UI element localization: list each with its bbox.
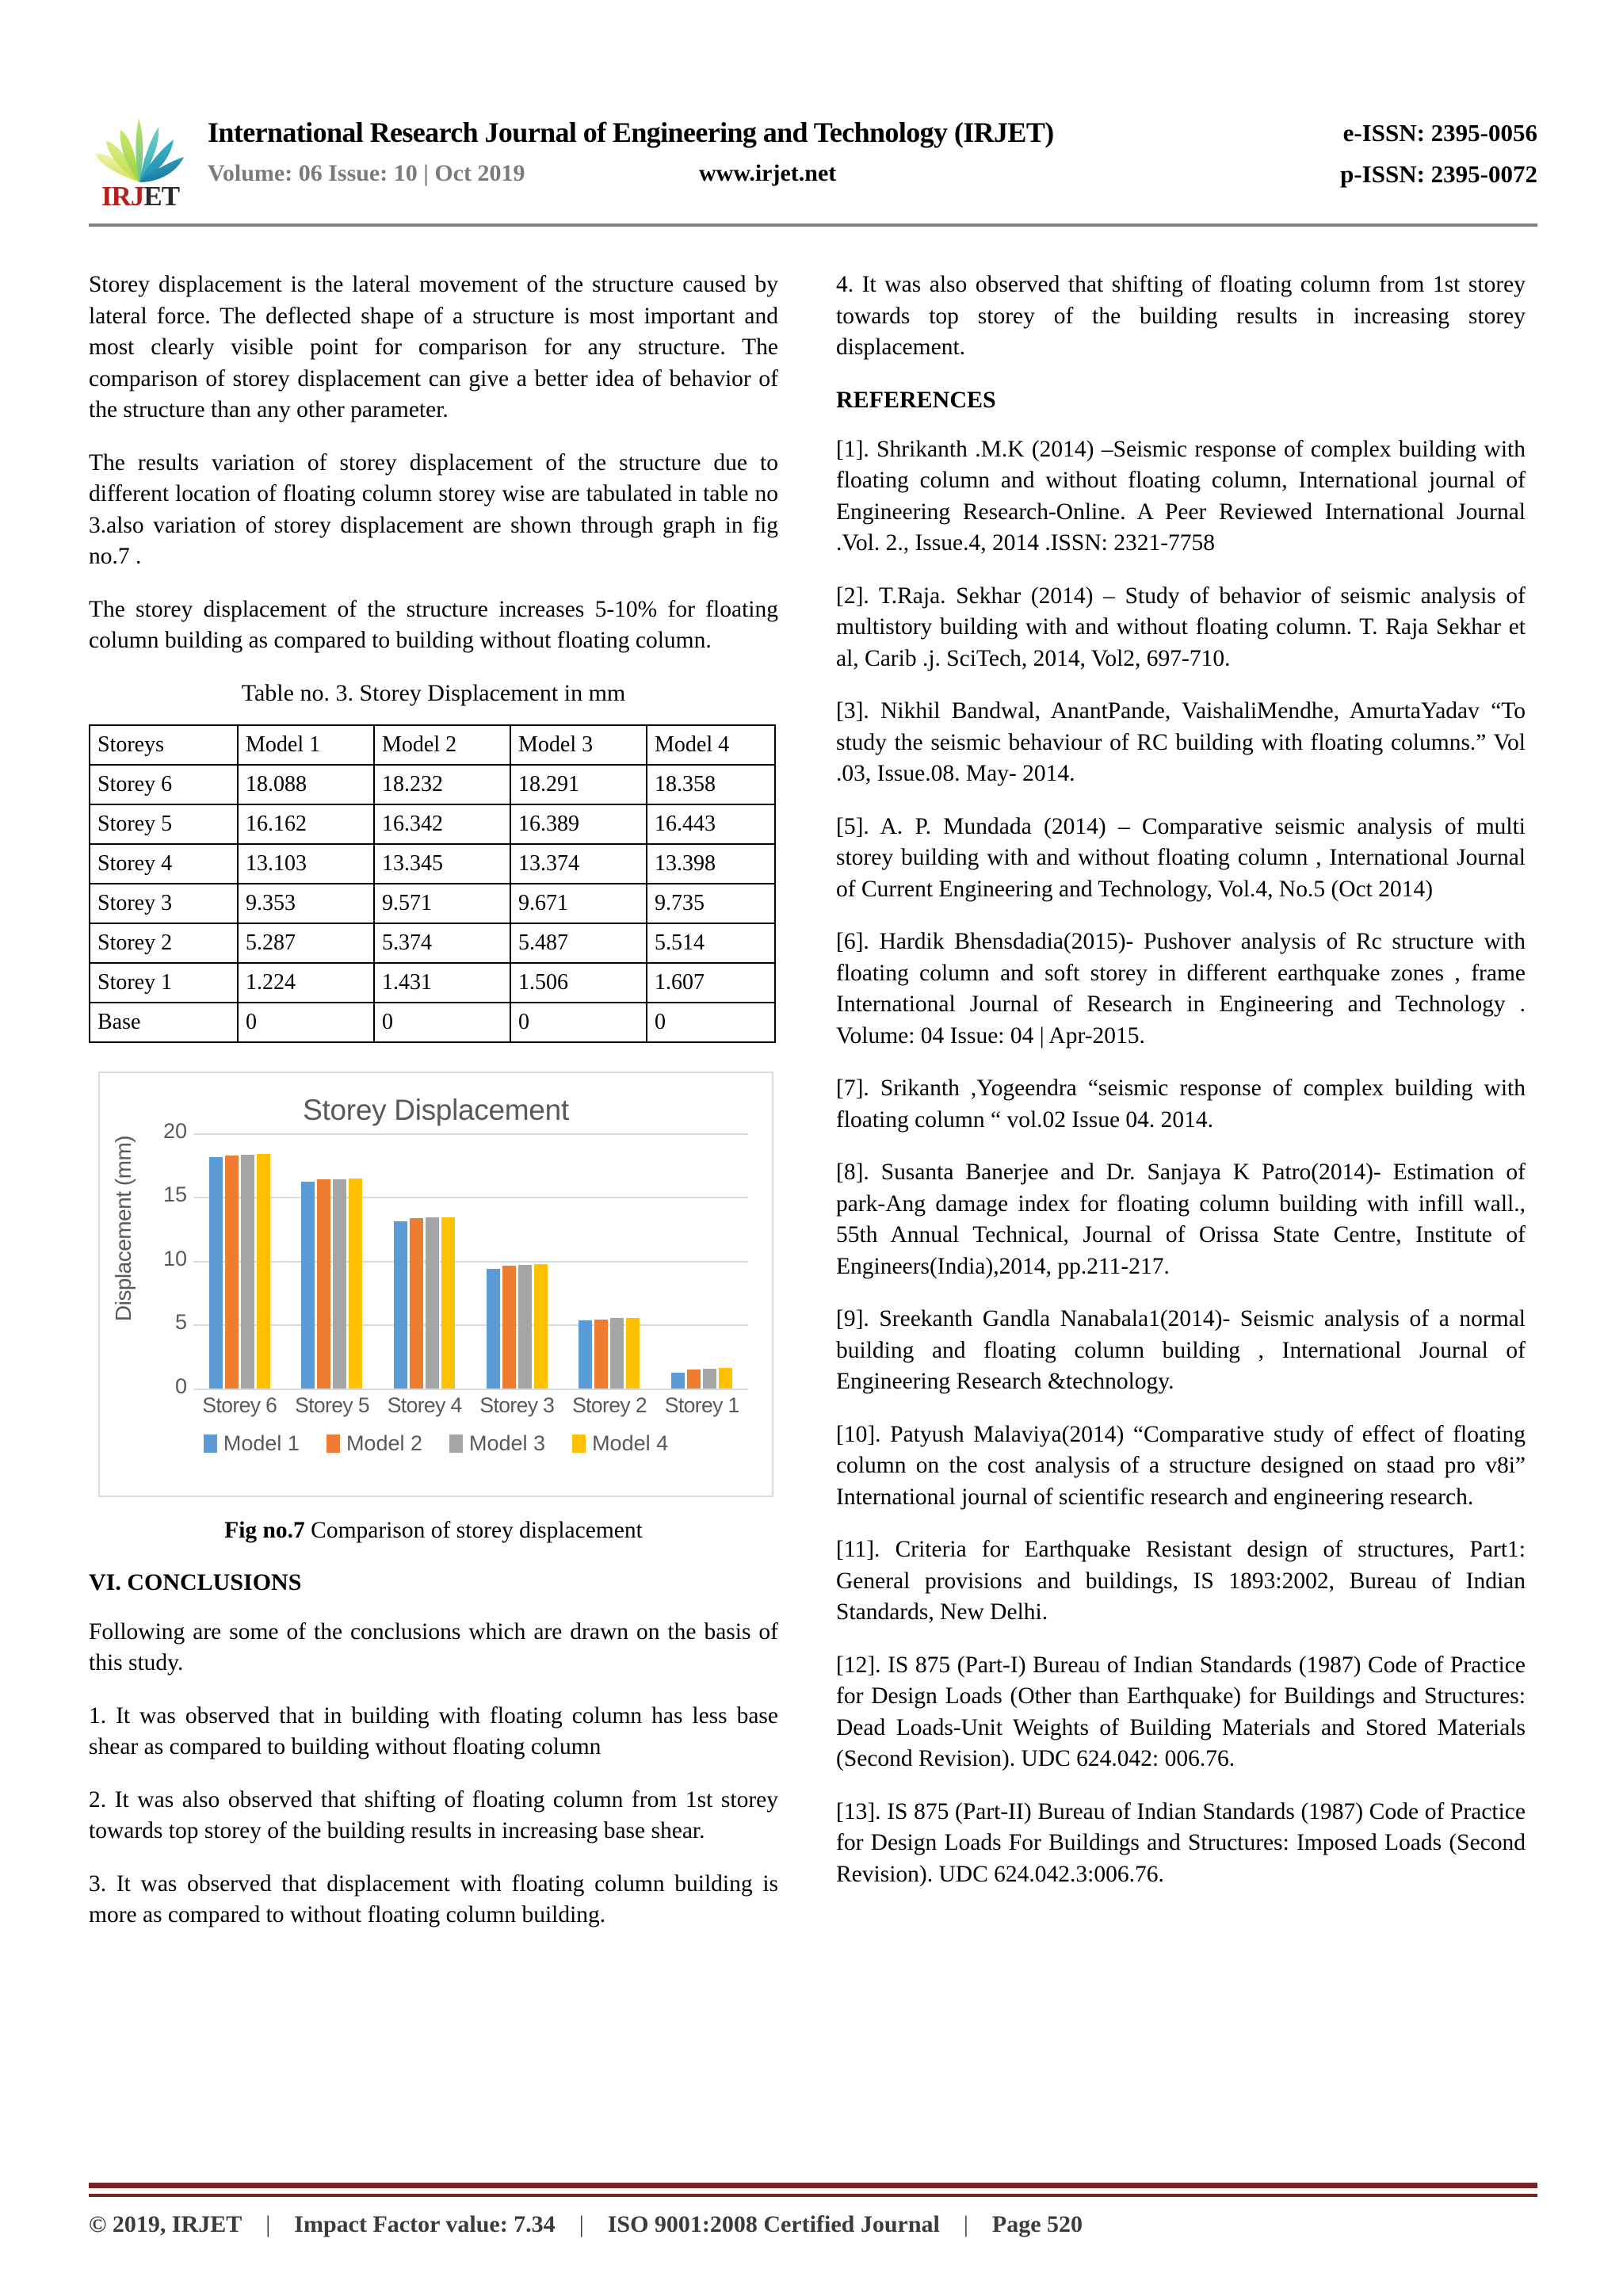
table-header-cell: Model 3 — [510, 725, 647, 765]
chart-legend-label: Model 2 — [346, 1431, 422, 1455]
palm-fan-icon — [94, 113, 185, 185]
reference-item: [8]. Susanta Banerjee and Dr. Sanjaya K Patro(2014)- Estimation of park-Ang damage index for floating column building with infill wall., 55th Annual Technical, Journal of Orissa State Centre, Institute of Engineers(India),2014, pp.211-217. — [836, 1159, 1526, 1279]
table-cell: 9.735 — [647, 884, 775, 923]
chart-x-tick-label: Storey 1 — [664, 1392, 739, 1417]
paragraph-displacement-increase: The storey displacement of the structure increases 5-10% for floating column building as compared to building without floating column. — [89, 596, 778, 653]
table-header-cell: Model 1 — [238, 725, 374, 765]
table-cell: 18.291 — [510, 765, 647, 804]
reference-item: [3]. Nikhil Bandwal, AnantPande, VaishaliMendhe, AmurtaYadav “To study the seismic behaviour of RC building with floating columns.” Vol .03, Issue.08. May- 2014. — [836, 698, 1526, 786]
left-column — [89, 269, 778, 1931]
table-cell: 16.443 — [647, 804, 775, 844]
chart-bar-cluster — [286, 1133, 379, 1389]
table-caption: Table no. 3. Storey Displacement in mm — [241, 679, 626, 706]
chart-bar-cluster — [193, 1133, 286, 1389]
chart-legend-swatch — [204, 1435, 217, 1453]
chart-bar-cluster — [378, 1133, 471, 1389]
table-cell: 16.389 — [510, 804, 647, 844]
right-column — [836, 269, 1526, 1890]
chart-legend-swatch — [327, 1435, 340, 1453]
table-cell: 18.358 — [647, 765, 775, 804]
chart-bar — [687, 1370, 701, 1388]
table-cell: 0 — [238, 1003, 374, 1042]
table-cell: 16.162 — [238, 804, 374, 844]
figure-number: Fig no.7 — [224, 1517, 305, 1543]
table-cell: 0 — [374, 1003, 510, 1042]
chart-bar-cluster — [471, 1133, 563, 1389]
reference-item: [12]. IS 875 (Part-I) Bureau of Indian Standards (1987) Code of Practice for Design Loads (Other than Earthquake) for Buildings and Structures: Dead Loads-Unit Weights of Building Materials and Stored Materials (Second Revision). UDC 624.042: 006.76. — [836, 1652, 1526, 1771]
reference-item: [5]. A. P. Mundada (2014) – Comparative seismic analysis of multi storey building with and without floating column , International Journal of Current Engineering and Technology, Vol.4, No.5 (Oct 2014) — [836, 813, 1526, 902]
footer-separator: | — [579, 2211, 584, 2237]
table-cell: 16.342 — [374, 804, 510, 844]
chart-plot-area — [162, 1118, 748, 1398]
reference-item: [9]. Sreekanth Gandla Nanabala1(2014)- Seismic analysis of a normal building and floating column building , International Journal of Engineering Research &technology. — [836, 1306, 1526, 1394]
chart-bar — [441, 1217, 455, 1389]
chart-y-tick-label: 15 — [162, 1182, 187, 1206]
conclusions-intro: Following are some of the conclusions which are drawn on the basis of this study. — [89, 1618, 778, 1675]
eissn-text: e-ISSN: 2395-0056 — [1342, 119, 1537, 147]
table-row — [90, 804, 775, 844]
table-cell: 13.345 — [374, 844, 510, 884]
chart-bar — [241, 1155, 254, 1388]
table-row — [90, 923, 775, 963]
reference-item: [10]. Patyush Malaviya(2014) “Comparative study of effect of floating column on the cost analysis of a structure designed on staad pro v8i” International journal of scientific research and engineering research. — [836, 1421, 1526, 1510]
chart-legend-item — [327, 1431, 422, 1456]
reference-item: [7]. Srikanth ,Yogeendra “seismic response of complex building with floating column “ vol.02 Issue 04. 2014. — [836, 1075, 1526, 1133]
reference-item: [13]. IS 875 (Part-II) Bureau of Indian Standards (1987) Code of Practice for Design Loads For Buildings and Structures: Imposed Loads (Second Revision). UDC 624.042.3:006.76. — [836, 1798, 1526, 1887]
chart-bar — [426, 1217, 439, 1388]
chart-bar — [719, 1368, 732, 1389]
chart-x-tick-label: Storey 6 — [202, 1392, 277, 1417]
figure-caption — [89, 1518, 778, 1544]
chart-title: Storey Displacement — [303, 1093, 569, 1126]
reference-item: [6]. Hardik Bhensdadia(2015)- Pushover analysis of Rc structure with floating column and soft storey in different earthquake zones , frame International Journal of Research in Engineering and Technology . Volume: 04 Issue: 04 | Apr-2015. — [836, 929, 1526, 1049]
table-cell: Storey 3 — [90, 884, 238, 923]
page-footer — [89, 2211, 1537, 2238]
irjet-logo — [89, 113, 190, 212]
chart-bar — [626, 1318, 640, 1389]
table-cell: Storey 4 — [90, 844, 238, 884]
table-row — [90, 1003, 775, 1042]
logo-wordmark — [92, 182, 189, 211]
chart-x-tick-label: Storey 5 — [295, 1392, 369, 1417]
chart-legend-item — [572, 1431, 668, 1456]
table-cell: 13.374 — [510, 844, 647, 884]
table-cell: Storey 1 — [90, 963, 238, 1003]
chart-bar — [394, 1221, 407, 1389]
footer-separator: | — [265, 2211, 271, 2237]
table-cell: 0 — [647, 1003, 775, 1042]
chart-y-tick-label: 20 — [162, 1118, 187, 1143]
chart-bar — [594, 1320, 608, 1389]
table-header-cell: Model 4 — [647, 725, 775, 765]
chart-bar — [317, 1179, 330, 1388]
chart-legend-item — [204, 1431, 300, 1456]
table-cell: 1.224 — [238, 963, 374, 1003]
journal-header — [89, 111, 1537, 214]
chart-x-axis-labels — [193, 1393, 748, 1418]
table-cell: 5.514 — [647, 923, 775, 963]
table-cell: 13.103 — [238, 844, 374, 884]
table-cell: 1.607 — [647, 963, 775, 1003]
chart-y-tick-label: 5 — [174, 1310, 187, 1334]
table-cell: 18.088 — [238, 765, 374, 804]
chart-bar — [518, 1265, 532, 1389]
storey-displacement-chart — [98, 1072, 773, 1497]
table-cell: 13.398 — [647, 844, 775, 884]
chart-x-tick-label: Storey 4 — [387, 1392, 462, 1417]
chart-y-tick-label: 10 — [162, 1246, 187, 1270]
chart-gridline — [193, 1389, 748, 1390]
chart-bar — [410, 1218, 423, 1389]
paragraph-storey-displacement-definition: Storey displacement is the lateral movement of the structure caused by lateral force. The deflected shape of a structure is most important and most clearly visible point for comparison for any structure. The comparison of storey displacement can give a better idea of behavior of the structure than any other parameter. — [89, 272, 778, 422]
chart-legend-swatch — [572, 1435, 586, 1453]
table-cell: Storey 6 — [90, 765, 238, 804]
table-row — [90, 884, 775, 923]
table-cell: Base — [90, 1003, 238, 1042]
chart-legend-swatch — [449, 1435, 463, 1453]
footer-divider-bottom — [89, 2194, 1537, 2197]
conclusion-item-4: 4. It was also observed that shifting of floating column from 1st storey towards top storey of the building results in increasing storey displacement. — [836, 272, 1526, 360]
table-cell: 1.506 — [510, 963, 647, 1003]
chart-legend-item — [449, 1431, 545, 1456]
table-header-row — [90, 725, 775, 765]
volume-issue-text: Volume: 06 Issue: 10 | Oct 2019 — [208, 160, 525, 186]
chart-bar-cluster — [563, 1133, 656, 1389]
chart-bar — [209, 1157, 223, 1388]
chart-bar — [579, 1320, 592, 1388]
pissn-text: p-ISSN: 2395-0072 — [1340, 160, 1537, 188]
reference-item: [11]. Criteria for Earthquake Resistant design of structures, Part1: General provisions and buildings, IS 1893:2002, Bureau of Indian Standards, New Delhi. — [836, 1537, 1526, 1625]
figure-caption-text: Comparison of storey displacement — [304, 1517, 643, 1543]
table-header-cell: Storeys — [90, 725, 238, 765]
footer-impact-factor: Impact Factor value: 7.34 — [294, 2211, 556, 2237]
chart-legend-label: Model 1 — [223, 1431, 300, 1455]
chart-bar — [349, 1179, 362, 1389]
logo-et-text: ET — [143, 181, 180, 212]
chart-bar — [534, 1264, 548, 1389]
reference-item: [2]. T.Raja. Sekhar (2014) – Study of behavior of seismic analysis of multistory building with and without floating column. T. Raja Sekhar et al, Carib .j. SciTech, 2014, Vol2, 697-710. — [836, 583, 1526, 671]
chart-bar — [301, 1182, 315, 1388]
table-cell: 9.571 — [374, 884, 510, 923]
chart-bar — [257, 1154, 270, 1389]
table-row — [90, 844, 775, 884]
journal-website-link[interactable]: www.irjet.net — [699, 160, 837, 186]
header-divider — [89, 223, 1537, 227]
chart-bar — [671, 1373, 685, 1389]
table-cell: 9.671 — [510, 884, 647, 923]
chart-bar-cluster — [655, 1133, 748, 1389]
footer-certification: ISO 9001:2008 Certified Journal — [607, 2211, 940, 2237]
table-cell: 1.431 — [374, 963, 510, 1003]
table-row — [90, 765, 775, 804]
conclusion-item-2: 2. It was also observed that shifting of floating column from 1st storey towards top storey of the building results in increasing base shear. — [89, 1786, 778, 1843]
table-cell: 9.353 — [238, 884, 374, 923]
table-cell: Storey 2 — [90, 923, 238, 963]
chart-bar — [333, 1179, 346, 1389]
table-cell: 5.374 — [374, 923, 510, 963]
table-cell: 5.487 — [510, 923, 647, 963]
chart-bar — [225, 1156, 239, 1389]
logo-j-text: J — [130, 181, 144, 212]
journal-title: International Research Journal of Engineering and Technology (IRJET) — [208, 117, 1054, 148]
conclusion-item-1: 1. It was observed that in building with floating column has less base shear as compared to building without floating column — [89, 1702, 778, 1759]
paragraph-results-variation: The results variation of storey displacement of the structure due to different location of floating column storey wise are tabulated in table no 3.also variation of storey displacement are shown through graph in fig no.7 . — [89, 449, 778, 569]
chart-x-tick-label: Storey 3 — [479, 1392, 555, 1417]
table-row — [90, 963, 775, 1003]
table-cell: 18.232 — [374, 765, 510, 804]
table-cell: 5.287 — [238, 923, 374, 963]
chart-legend-label: Model 3 — [469, 1431, 546, 1455]
chart-bar — [610, 1318, 624, 1388]
footer-copyright: © 2019, IRJET — [89, 2211, 242, 2237]
chart-y-axis-label: Displacement (mm) — [111, 1135, 136, 1321]
table-header-cell: Model 2 — [374, 725, 510, 765]
footer-divider-top — [89, 2183, 1537, 2188]
logo-ir-text: IR — [101, 181, 131, 212]
table-cell: 0 — [510, 1003, 647, 1042]
chart-x-tick-label: Storey 2 — [572, 1392, 647, 1417]
chart-y-tick-label: 0 — [174, 1373, 187, 1398]
table-cell: Storey 5 — [90, 804, 238, 844]
chart-bar — [487, 1269, 500, 1389]
conclusion-item-3: 3. It was observed that displacement with floating column building is more as compared to without floating column building. — [89, 1870, 778, 1927]
reference-item: [1]. Shrikanth .M.K (2014) –Seismic response of complex building with floating column and without floating column, International journal of Engineering Research-Online. A Peer Reviewed International Journal .Vol. 2., Issue.4, 2014 .ISSN: 2321-7758 — [836, 436, 1526, 556]
footer-page-number: Page 520 — [991, 2211, 1083, 2237]
footer-separator: | — [963, 2211, 968, 2237]
references-heading: REFERENCES — [836, 386, 996, 413]
storey-displacement-table — [89, 724, 776, 1043]
chart-legend — [100, 1431, 772, 1456]
conclusions-heading: VI. CONCLUSIONS — [89, 1568, 302, 1595]
chart-bar — [502, 1266, 516, 1388]
chart-bar — [703, 1369, 716, 1388]
chart-legend-label: Model 4 — [592, 1431, 669, 1455]
